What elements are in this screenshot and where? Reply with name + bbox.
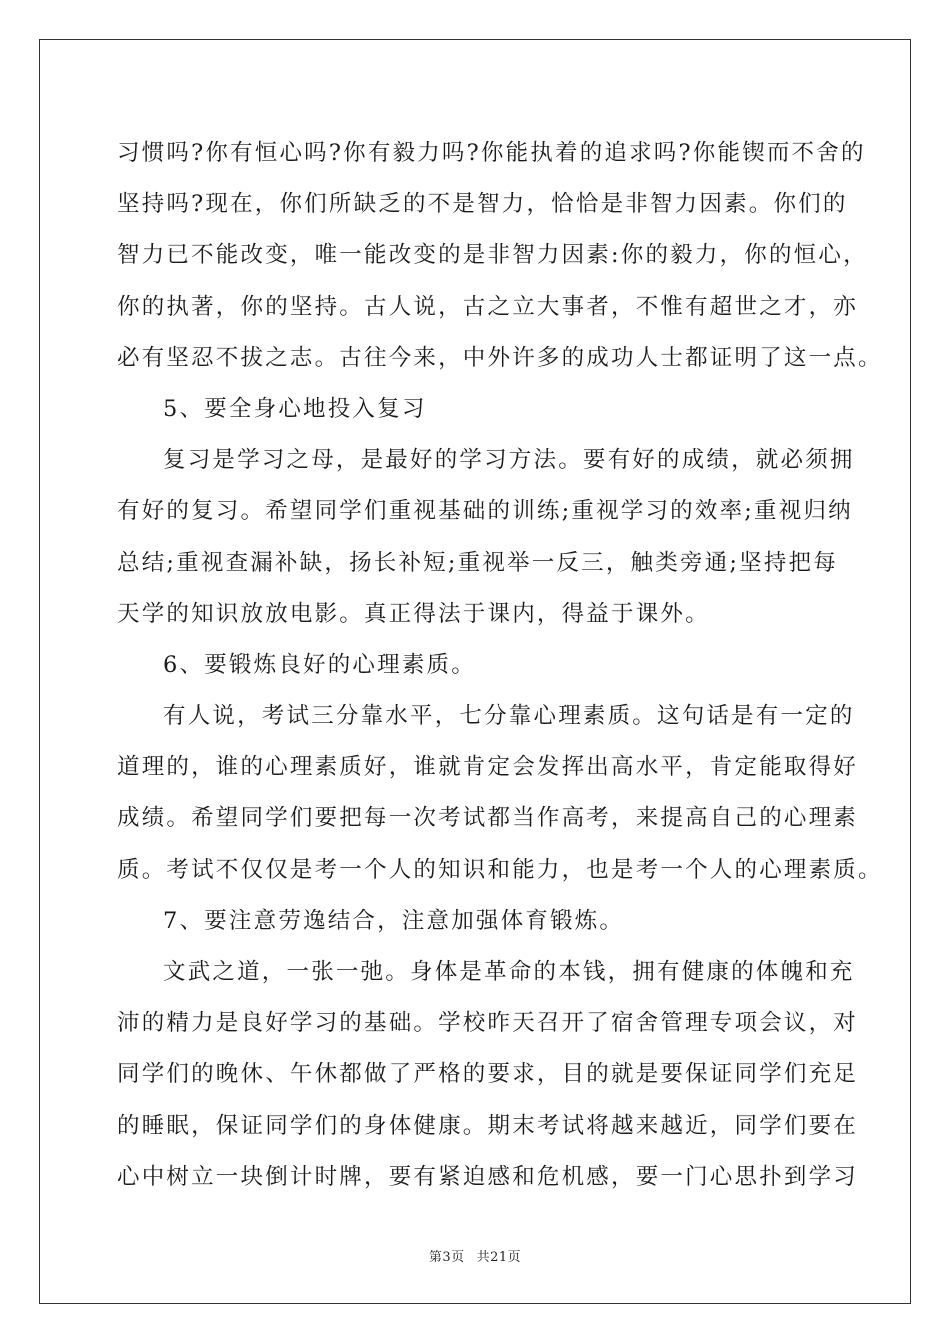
text-line: 习惯吗?你有恒心吗?你有毅力吗?你能执着的追求吗?你能锲而不舍的 <box>117 140 866 166</box>
section-heading-6: 6、要锻炼良好的心理素质。 <box>163 651 476 678</box>
text-line: 你的执著，你的坚持。古人说，古之立大事者，不惟有超世之才，亦 <box>117 293 859 320</box>
section-heading-5: 5、要全身心地投入复习 <box>163 395 427 422</box>
text-line: 心中树立一块倒计时牌，要有紧迫感和危机感，要一门心思扑到学习 <box>117 1163 859 1190</box>
section-heading-7: 7、要注意劳逸结合，注意加强体育锻炼。 <box>163 907 625 934</box>
paragraph-first-line: 有人说，考试三分靠水平，七分靠心理素质。这句话是有一定的 <box>163 703 855 730</box>
page-footer <box>0 1246 950 1265</box>
text-line: 同学们的晚休、午休都做了严格的要求，目的就是要保证同学们充足 <box>117 1061 859 1088</box>
text-line: 的睡眠，保证同学们的身体健康。期末考试将越来越近，同学们要在 <box>117 1112 859 1139</box>
text-line: 坚持吗?现在，你们所缺乏的不是智力，恰恰是非智力因素。你们的 <box>117 191 848 218</box>
text-line: 沛的精力是良好学习的基础。学校昨天召开了宿舍管理专项会议，对 <box>117 1010 859 1037</box>
text-line: 天学的知识放放电影。真正得法于课内，得益于课外。 <box>117 600 710 627</box>
document-body <box>117 128 883 1203</box>
text-line: 智力已不能改变，唯一能改变的是非智力因素:你的毅力，你的恒心， <box>117 242 868 269</box>
text-line: 道理的，谁的心理素质好，谁就肯定会发挥出高水平，肯定能取得好 <box>117 754 859 781</box>
paragraph-first-line: 复习是学习之母，是最好的学习方法。要有好的成绩，就必须拥 <box>163 447 855 474</box>
text-line: 质。考试不仅仅是考一个人的知识和能力，也是考一个人的心理素质。 <box>117 856 883 883</box>
page-total: 共21页 <box>476 1250 522 1265</box>
text-line: 必有坚忍不拔之志。古往今来，中外许多的成功人士都证明了这一点。 <box>117 344 883 371</box>
text-line: 有好的复习。希望同学们重视基础的训练;重视学习的效率;重视归纳 <box>117 498 853 525</box>
page-number: 第3页 <box>428 1250 465 1265</box>
paragraph-first-line: 文武之道，一张一弛。身体是革命的本钱，拥有健康的体魄和充 <box>163 959 855 985</box>
text-line: 总结;重视查漏补缺，扬长补短;重视举一反三，触类旁通;坚持把每 <box>117 549 838 576</box>
text-line: 成绩。希望同学们要把每一次考试都当作高考，来提高自己的心理素 <box>117 805 859 832</box>
